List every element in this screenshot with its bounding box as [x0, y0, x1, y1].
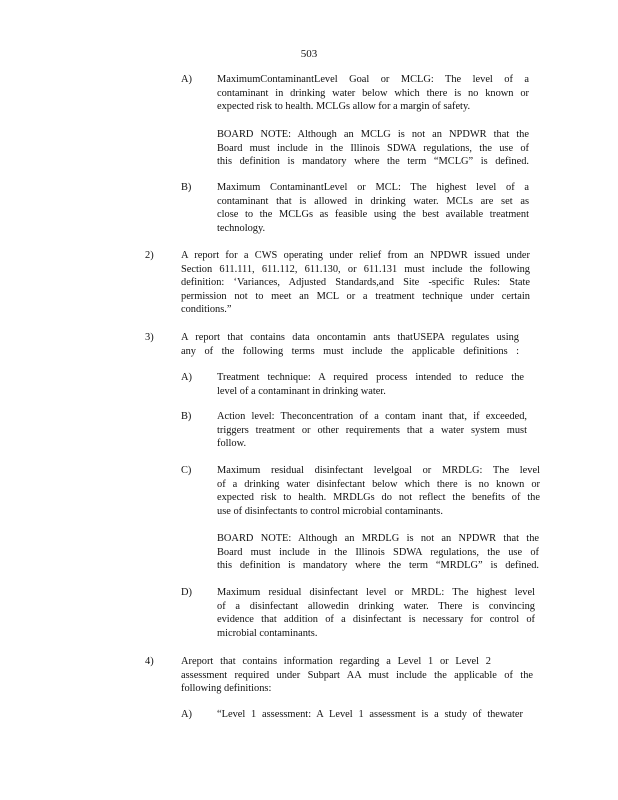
text-line: A report that contains data oncontamin ants thatUSEPA regulates using [181, 332, 519, 343]
item-label: D) [181, 587, 192, 598]
definition-treatment-technique [217, 371, 524, 398]
page-number: 503 [300, 48, 318, 60]
item-label: B) [181, 182, 192, 193]
text-line: Maximum residual disinfectant levelgoal or MRDLG: The level [217, 465, 540, 476]
text-line: this definition is mandatory where the term “MRDLG” is defined. [217, 560, 539, 572]
text-line: A report for a CWS operating under relief from an NPDWR issued under [181, 250, 530, 261]
definition-mrdlg [217, 464, 540, 518]
text-line: BOARD NOTE: Although an MCLG is not an NPDWR that the [217, 129, 529, 140]
item-label: A) [181, 74, 192, 85]
text-line: use of disinfectants to control microbial contaminants. [217, 505, 443, 517]
definition-mclg [217, 73, 529, 114]
text-line: close to the MCLGs as feasible using the best available treatment [217, 209, 529, 221]
definition-level-1-assessment [217, 708, 523, 722]
definition-action-level [217, 410, 527, 451]
text-line: technology. [217, 222, 266, 234]
text-line: Maximum ContaminantLevel or MCL: The highest level of a [217, 182, 529, 193]
text-line: follow. [217, 438, 247, 450]
text-line: permission not to meet an MCL or a treatment technique under certain [181, 290, 530, 302]
text-line: Section 611.111, 611.112, 611.130, or 611.131 must include the following [181, 263, 530, 275]
text-line: Board must include in the Illinois SDWA regulations, the use of [217, 546, 539, 558]
text-line: evidence that addition of a disinfectant is necessary for control of [217, 614, 535, 626]
text-line: contaminant in drinking water below which there is no known or [217, 87, 529, 99]
text-line: contaminant that is allowed in drinking water. MCLs are set as [217, 195, 529, 207]
text-line: following definitions: [181, 683, 272, 695]
text-line: definition: ‘Variances, Adjusted Standards,and Site -specific Rules: State [181, 277, 530, 289]
text-line: BOARD NOTE: Although an MRDLG is not an NPDWR that the [217, 533, 539, 544]
text-line: “Level 1 assessment: A Level 1 assessment is a study of thewater [217, 709, 523, 720]
board-note-mclg [217, 128, 529, 169]
text-line: conditions.” [181, 304, 232, 316]
item-label: B) [181, 411, 192, 422]
text-line: expected risk to health. MRDLGs do not reflect the benefits of the [217, 492, 540, 504]
text-line: Treatment technique: A required process intended to reduce the [217, 372, 524, 383]
item-label: 2) [145, 250, 154, 261]
text-line: MaximumContaminantLevel Goal or MCLG: The level of a [217, 74, 529, 85]
paragraph-2 [181, 249, 530, 317]
item-label: 4) [145, 656, 154, 667]
text-line: of a drinking water disinfectant below which there is no known or [217, 478, 540, 490]
item-label: C) [181, 465, 192, 476]
board-note-mrdlg [217, 532, 539, 573]
text-line: expected risk to health. MCLGs allow for a margin of safety. [217, 101, 471, 113]
text-line: triggers treatment or other requirements that a water system must [217, 424, 527, 436]
item-label: A) [181, 372, 192, 383]
text-line: of a disinfectant allowedin drinking water. There is convincing [217, 600, 535, 612]
text-line: Areport that contains information regarding a Level 1 or Level 2 [181, 656, 491, 667]
text-line: level of a contaminant in drinking water. [217, 385, 386, 397]
definition-mrdl [217, 586, 535, 640]
item-label: A) [181, 709, 192, 720]
text-line: this definition is mandatory where the term “MCLG” is defined. [217, 156, 529, 168]
text-line: Action level: Theconcentration of a contam inant that, if exceeded, [217, 411, 527, 422]
definition-mcl [217, 181, 529, 235]
text-line: any of the following terms must include the applicable definitions : [181, 345, 519, 357]
text-line: Board must include in the Illinois SDWA regulations, the use of [217, 142, 529, 154]
paragraph-4 [181, 655, 533, 696]
text-line: microbial contaminants. [217, 627, 318, 639]
item-label: 3) [145, 332, 154, 343]
paragraph-3 [181, 331, 519, 358]
text-line: Maximum residual disinfectant level or MRDL: The highest level [217, 587, 535, 598]
text-line: assessment required under Subpart AA must include the applicable of the [181, 669, 533, 681]
